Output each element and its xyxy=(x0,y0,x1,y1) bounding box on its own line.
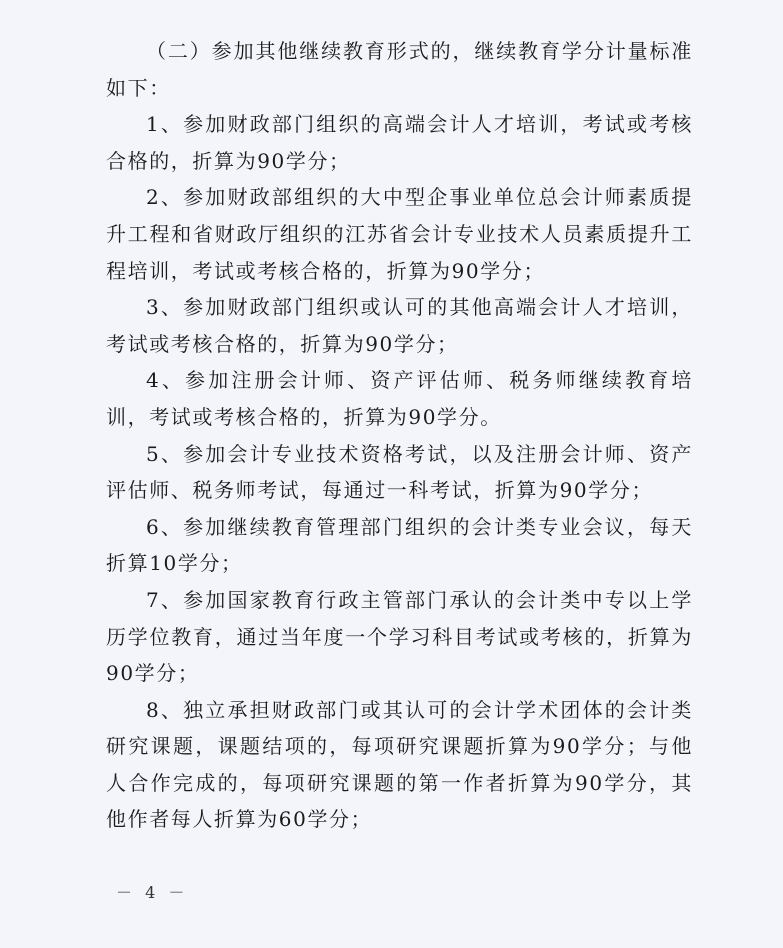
item-6-paragraph: 6、参加继续教育管理部门组织的会计类专业会议，每天折算10学分； xyxy=(106,514,693,576)
section-heading-paragraph: （二）参加其他继续教育形式的，继续教育学分计量标准如下： xyxy=(106,39,693,100)
item-1-paragraph: 1、参加财政部门组织的高端会计人才培训，考试或考核合格的，折算为90学分； xyxy=(106,112,693,173)
item-2-paragraph: 2、参加财政部组织的大中型企事业单位总会计师素质提升工程和省财政厅组织的江苏省会计专业技术人员素质提升工程培训，考试或考核合格的，折算为90学分； xyxy=(106,185,693,283)
item-8-paragraph: 8、独立承担财政部门或其认可的会计学术团体的会计类研究课题，课题结项的，每项研究课题折算为90学分；与他人合作完成的，每项研究课题的第一作者折算为90学分，其他作者每人折算为60学分； xyxy=(106,697,693,832)
item-7-paragraph: 7、参加国家教育行政主管部门承认的会计类中专以上学历学位教育，通过当年度一个学习科目考试或考核的，折算为90学分； xyxy=(106,587,693,686)
item-5-paragraph: 5、参加会计专业技术资格考试，以及注册会计师、资产评估师、税务师考试，每通过一科考试，折算为90学分； xyxy=(106,441,693,503)
item-3-paragraph: 3、参加财政部门组织或认可的其他高端会计人才培训，考试或考核合格的，折算为90学分； xyxy=(106,295,693,356)
item-4-paragraph: 4、参加注册会计师、资产评估师、税务师继续教育培训，考试或考核合格的，折算为90学分。 xyxy=(106,368,693,429)
page-number: － 4 － xyxy=(116,883,189,902)
